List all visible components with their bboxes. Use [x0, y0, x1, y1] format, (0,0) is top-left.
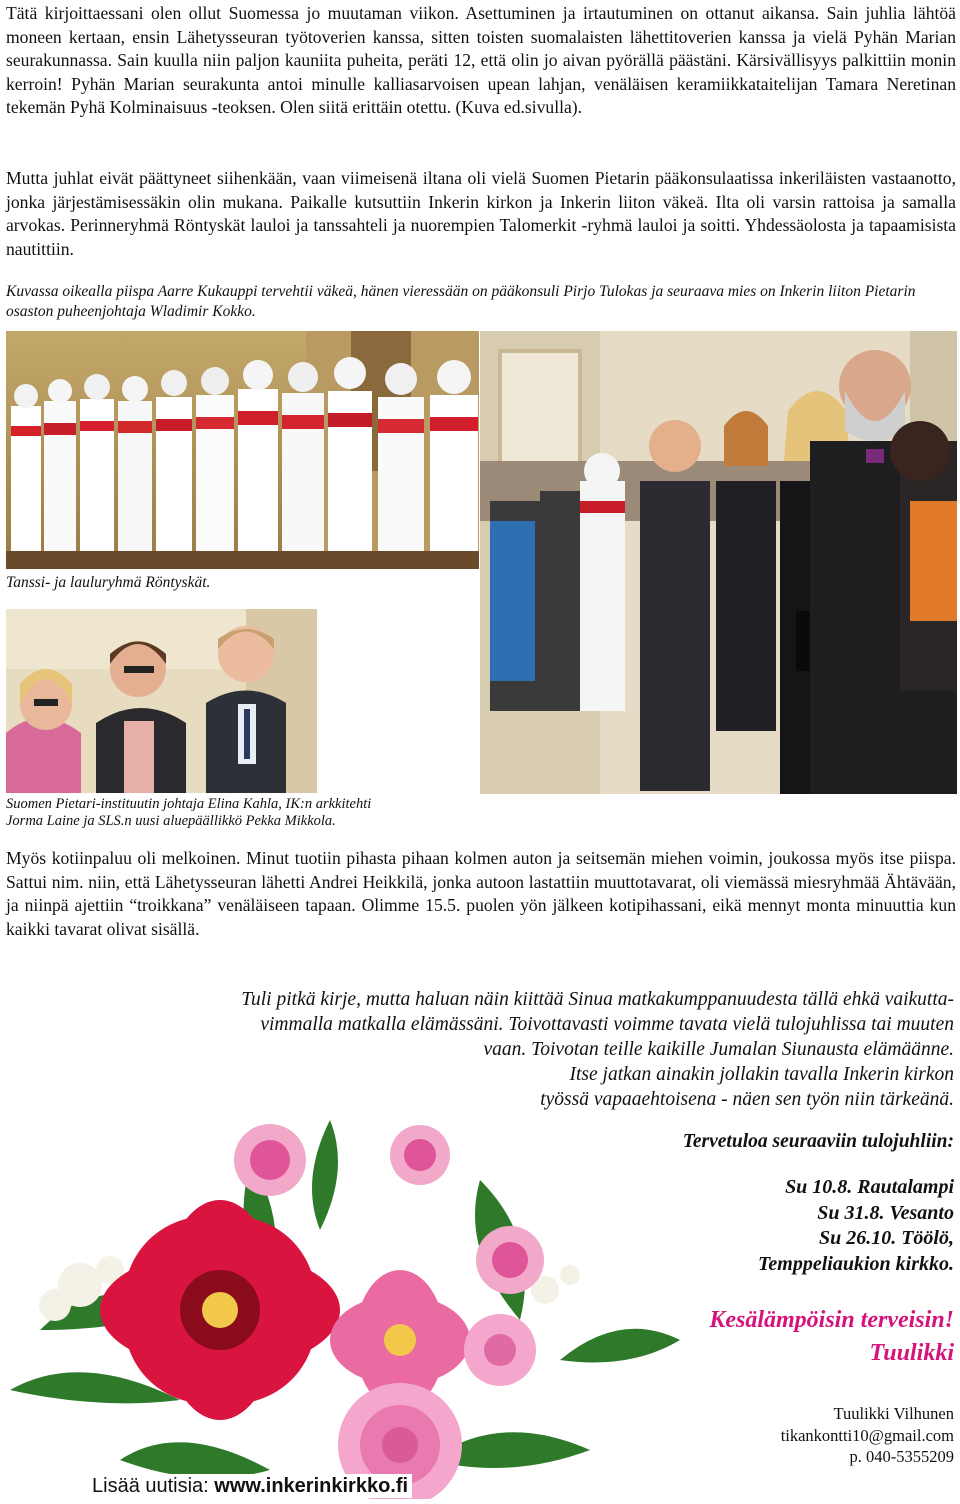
flower-bouquet-image: [0, 1100, 690, 1499]
footer-news-link: [88, 1474, 412, 1498]
choir-photo: [6, 331, 479, 569]
event-date-3: Su 26.10. Töölö,: [818, 1227, 954, 1249]
event-date-4: Temppeliaukion kirkko.: [758, 1252, 954, 1275]
footer-label: Lisää uutisia:: [92, 1475, 215, 1497]
closing-line-3: vaan. Toivotan teille kaikille Jumalan Siunausta elämäänne.: [483, 1039, 954, 1060]
signature-phone: p. 040-5355209: [849, 1447, 954, 1466]
footer-url-link[interactable]: www.inkerinkirkko.fi: [214, 1475, 409, 1497]
closing-line-4: Itse jatkan ainakin jollakin tavalla Inkerin kirkon: [569, 1064, 954, 1085]
reception-paragraph: Mutta juhlat eivät päättyneet siihenkään, vaan viimeisenä iltana oli vielä Suomen Pietarin pääkonsulaatissa inkeriläisten vastaanotto, jonka järjestämisessäkin olin mukana. Paikalle kutsuttiin Inkerin kirkon ja Inkerin liiton väkeä. Ilta oli varsin rattoisa ja samalla arvokas. Perinneryhmä Röntyskät lauloi ja tanssahteli ja nuorempien Talomerkit -ryhmä lauloi ja soitti. Yhdessäolosta ja tapaamisista nautittiin.: [6, 168, 956, 259]
invite-heading: Tervetuloa seuraaviin tulojuhliin:: [682, 1131, 954, 1152]
event-date-2: Su 31.8. Vesanto: [817, 1201, 954, 1224]
greeting-name: Tuulikki: [869, 1340, 954, 1366]
greeting-text: Kesälämpöisin terveisin!: [709, 1307, 954, 1333]
signature: [781, 1403, 954, 1468]
signature-name: Tuulikki Vilhunen: [833, 1404, 954, 1423]
event-dates: [758, 1175, 954, 1277]
greeting: [709, 1304, 954, 1370]
reception-photo: [480, 331, 957, 794]
event-date-1: Su 10.8. Rautalampi: [785, 1176, 954, 1198]
reception-caption: Kuvassa oikealla piispa Aarre Kukauppi tervehtii väkeä, hänen vieressään on pääkonsuli Pirjo Tulokas ja seuraava mies on Inkerin liiton Pietarin osaston puheenjohtaja Wladimir Kokko.: [6, 283, 916, 320]
closing-line-1: Tuli pitkä kirje, mutta haluan näin kiittää Sinua matkakumppanuudesta tällä ehkä vaikutta-: [241, 989, 954, 1010]
three-people-caption-line2: Jorma Laine ja SLS.n uusi aluepäällikkö Pekka Mikkola.: [6, 813, 336, 829]
closing-line-5: työssä vapaaehtoisena - näen sen työn niin tärkeänä.: [540, 1089, 954, 1110]
homecoming-paragraph: Myös kotiinpaluu oli melkoinen. Minut tuotiin pihasta pihaan kolmen auton ja seitsemän miehen voimin, joukossa myös itse piispa. Sattui nim. niin, että Lähetysseuran lähetti Andrei Heikkilä, jonka autoon lastattiin muuttotavarat, oli viemässä miesryhmää Ähtävään, ja niinpä ajettiin “troikkana” venäläiseen tapaan. Olimme 15.5. puolen yön jälkeen kotipihassani, eikä mennyt monta minuuttia kun kaikki tavarat olivat sisällä.: [6, 848, 956, 939]
signature-email[interactable]: tikankontti10@gmail.com: [780, 1425, 954, 1445]
intro-paragraph: Tätä kirjoittaessani olen ollut Suomessa jo muutaman viikon. Asettuminen ja irtautuminen on ottanut aikansa. Sain juhlia lähtöä moneen kertaan, ensin Lähetysseuran työtoverien kanssa, sitten toisten suomalaisten lähettitoverien kanssa ja vielä Pyhän Marian seurakunnassa. Sain kuulla niin paljon kauniita puheita, peräti 12, että olin jo aivan pyörällä päästäni. Kärsivällisyys palkittiin monin kerroin! Pyhän Marian seurakunta antoi minulle kalliasarvoisen upean lahjan, venäläisen keramiikkataitelijan Tamara Neretinan tekemän Pyhä Kolminaisuus -teoksen. Olen siitä erittäin otettu. (Kuva ed.sivulla).: [6, 3, 956, 117]
three-people-caption-line1: Suomen Pietari-instituutin johtaja Elina Kahla, IK:n arkkitehti: [6, 796, 372, 812]
three-people-caption: [6, 796, 466, 830]
three-people-photo: [6, 609, 317, 793]
closing-line-2: vimmalla matkalla elämässäni. Toivottavasti voimme tavata vielä tulojuhlissa tai muuten: [260, 1014, 954, 1035]
choir-caption: Tanssi- ja lauluryhmä Röntyskät.: [6, 574, 211, 591]
